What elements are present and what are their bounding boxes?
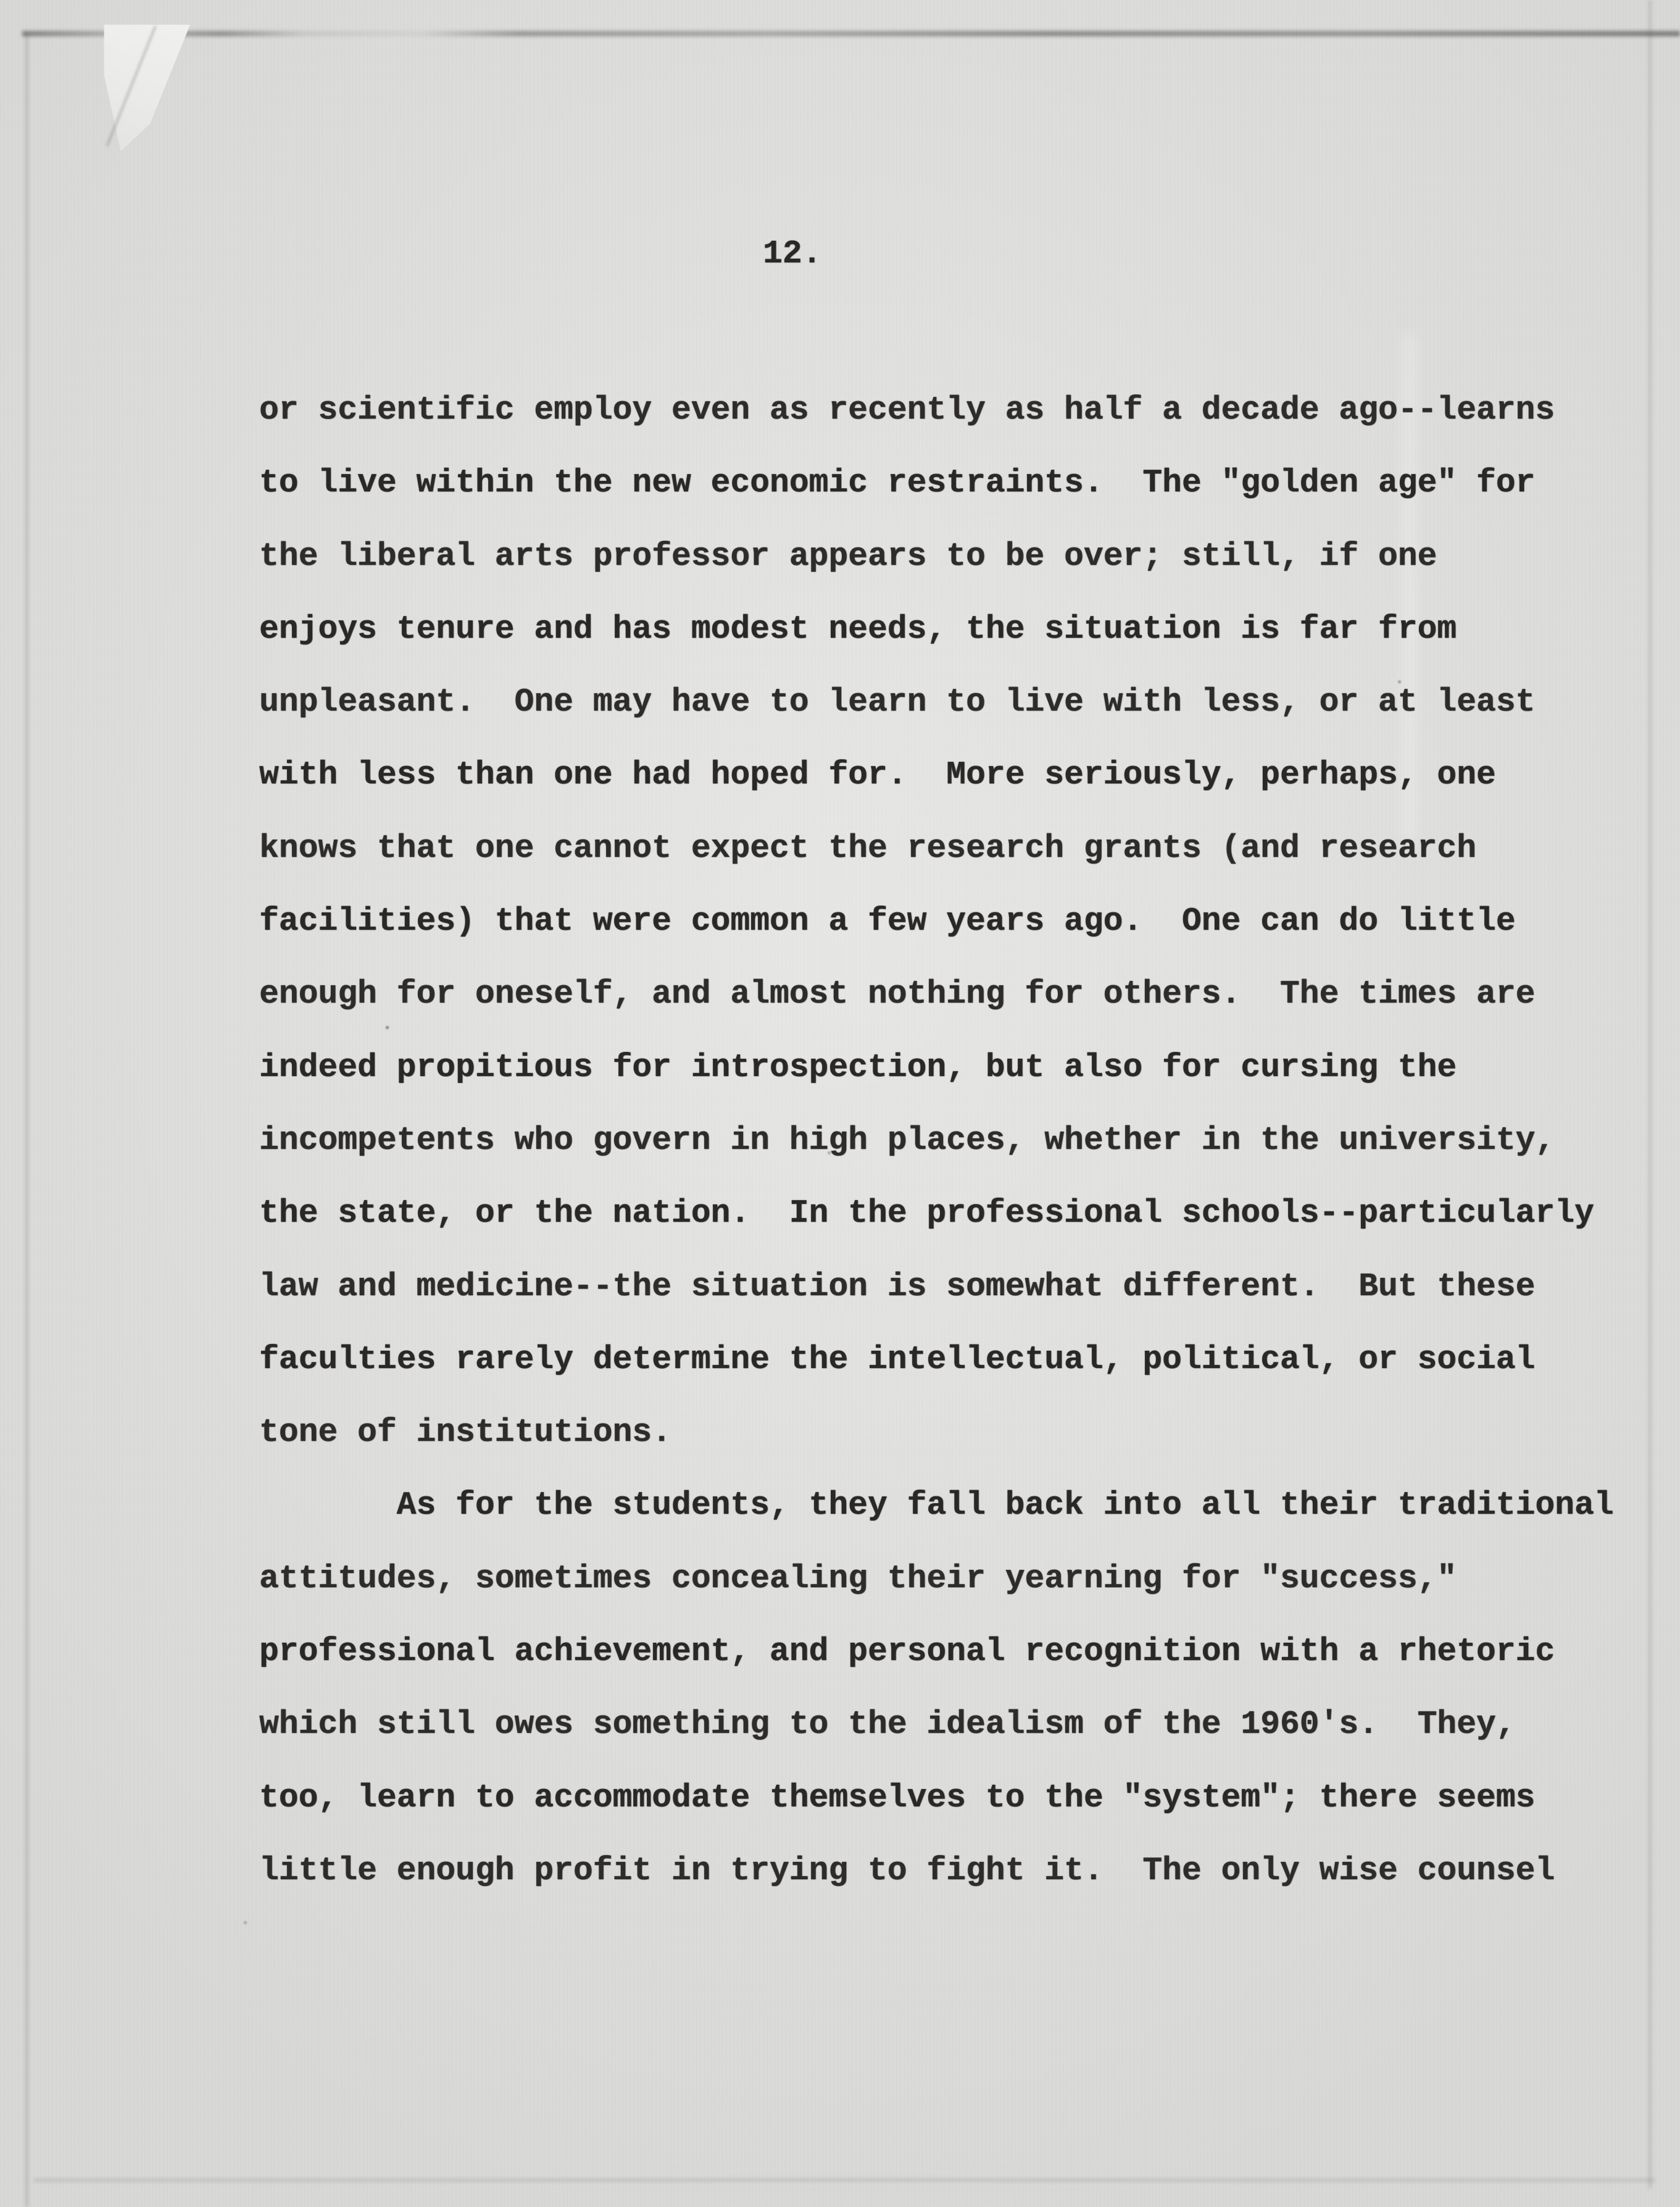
- page-corner-fold: [85, 25, 190, 151]
- typewritten-line: which still owes something to the idealism of the 1960's. They,: [259, 1706, 1516, 1743]
- typewritten-line: facilities) that were common a few years ago. One can do little: [259, 903, 1516, 940]
- typewritten-line: little enough profit in trying to fight it. The only wise counsel: [259, 1851, 1555, 1889]
- typewritten-line: enough for oneself, and almost nothing for others. The times are: [259, 975, 1536, 1013]
- typewritten-line: too, learn to accommodate themselves to the "system"; there seems: [259, 1779, 1536, 1816]
- typewritten-line: the liberal arts professor appears to be over; still, if one: [259, 537, 1437, 575]
- typescript-body: [259, 373, 1642, 1907]
- typewritten-line: or scientific employ even as recently as half a decade ago--learns: [259, 391, 1555, 428]
- typewritten-line: indeed propitious for introspection, but also for cursing the: [259, 1048, 1457, 1086]
- typewritten-line: the state, or the nation. In the professional schools--particularly: [259, 1195, 1594, 1232]
- typewritten-line: enjoys tenure and has modest needs, the situation is far from: [259, 610, 1457, 648]
- typewritten-line: knows that one cannot expect the research grants (and research: [259, 829, 1476, 867]
- typewritten-line: As for the students, they fall back into all their traditional: [259, 1487, 1614, 1524]
- scan-edge-right: [1649, 0, 1652, 2188]
- scan-edge-bottom: [34, 2179, 1655, 2182]
- typewritten-line: law and medicine--the situation is somewhat different. But these: [259, 1267, 1536, 1305]
- typewritten-line: to live within the new economic restraints. The "golden age" for: [259, 464, 1536, 502]
- typewritten-line: tone of institutions.: [259, 1414, 672, 1451]
- typewritten-line: unpleasant. One may have to learn to live with less, or at least: [259, 683, 1536, 721]
- typewritten-line: attitudes, sometimes concealing their yearning for "success,": [259, 1559, 1457, 1597]
- typewritten-line: with less than one had hoped for. More seriously, perhaps, one: [259, 756, 1496, 794]
- scan-edge-top: [22, 31, 1680, 36]
- typewritten-line: incompetents who govern in high places, whether in the university,: [259, 1121, 1555, 1159]
- page-number: 12.: [763, 235, 822, 272]
- scan-edge-left: [25, 34, 28, 2207]
- page-fold-crease: [106, 25, 156, 146]
- typewritten-line: professional achievement, and personal recognition with a rhetoric: [259, 1633, 1555, 1671]
- typewritten-line: faculties rarely determine the intellectual, political, or social: [259, 1340, 1536, 1378]
